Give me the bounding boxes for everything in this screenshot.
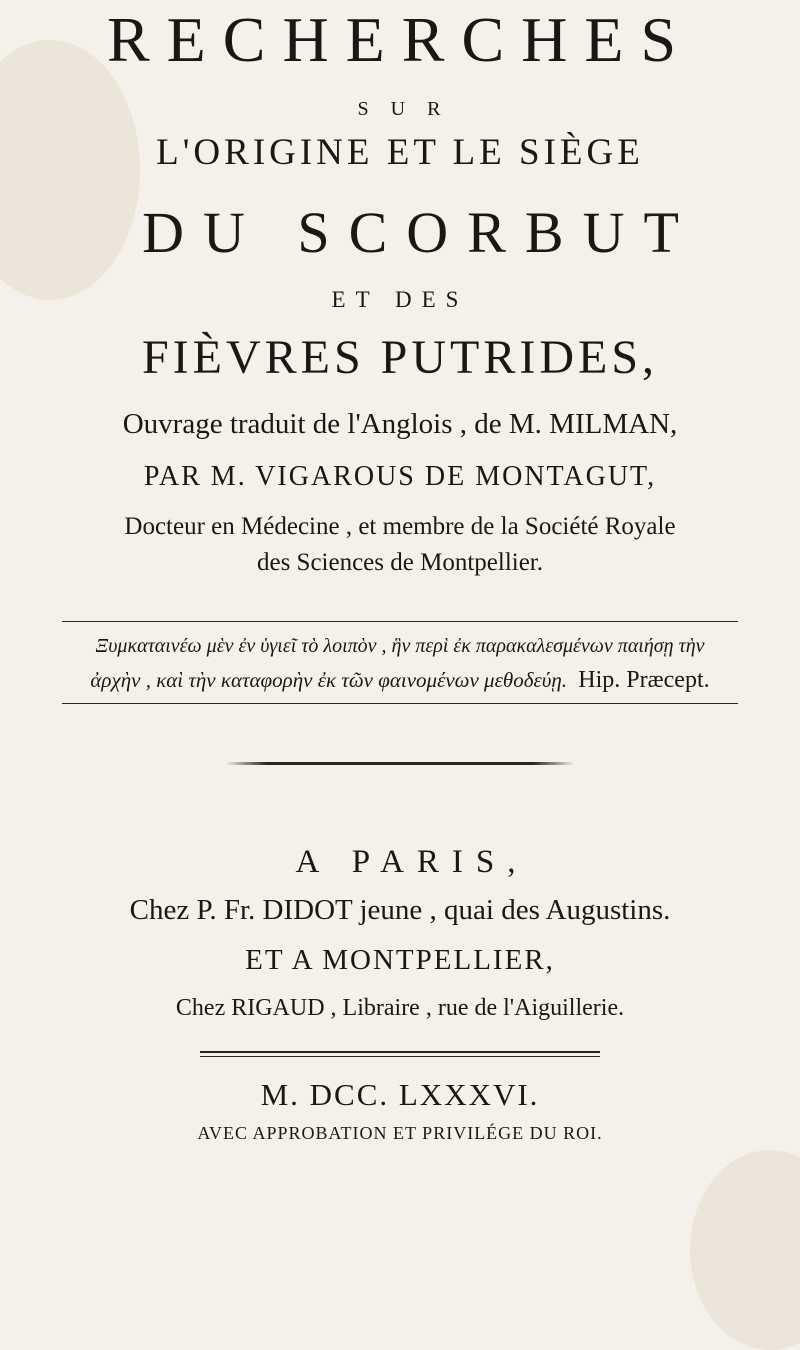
ornamental-rule: [225, 762, 575, 765]
epigraph-line-2: [0, 665, 800, 695]
sur-line: SUR: [357, 98, 463, 120]
paper-stain: [690, 1150, 800, 1350]
par-line: PAR M. VIGAROUS DE MONTAGUT,: [143, 461, 657, 492]
scorbut-line: DU SCORBUT: [142, 200, 698, 265]
main-title: RECHERCHES: [106, 4, 694, 75]
fievres-line: FIÈVRES PUTRIDES,: [141, 331, 659, 384]
rule-double-2: [200, 1056, 600, 1057]
epigraph-line-1: Ξυμκαταινέω μὲν ἐν ὑγιεῖ τὸ λοιπὸν , ἣν περὶ ἐκ παρακαλεσμένων παιήσῃ τὴν: [95, 635, 705, 657]
rule-top: [62, 621, 738, 622]
rigaud-line: Chez RIGAUD , Libraire , rue de l'Aiguillerie.: [175, 995, 625, 1021]
a-paris-line: A PARIS,: [295, 844, 529, 880]
et-des-line: ET DES: [331, 287, 469, 312]
didot-line: Chez P. Fr. DIDOT jeune , quai des Augustins.: [129, 894, 671, 926]
date-line: M. DCC. LXXXVI.: [260, 1077, 540, 1112]
rule-double-1: [200, 1051, 600, 1053]
traduit-line: Ouvrage traduit de l'Anglois , de M. MILMAN,: [122, 408, 678, 440]
origine-line: L'ORIGINE ET LE SIÈGE: [156, 132, 644, 173]
approbation-line: AVEC APPROBATION ET PRIVILÉGE DU ROI.: [197, 1123, 603, 1143]
rule-bottom: [62, 703, 738, 704]
montpellier-line: ET A MONTPELLIER,: [245, 944, 555, 976]
docteur-line-1: Docteur en Médecine , et membre de la Société Royale: [124, 513, 676, 540]
epigraph-text: ἀρχὴν , καὶ τὴν καταφορὴν ἐκ τῶν φαινομένων μεθοδεύῃ.: [90, 668, 568, 692]
epigraph-source: Hip. Præcept.: [578, 667, 710, 693]
docteur-line-2: des Sciences de Montpellier.: [256, 549, 544, 576]
